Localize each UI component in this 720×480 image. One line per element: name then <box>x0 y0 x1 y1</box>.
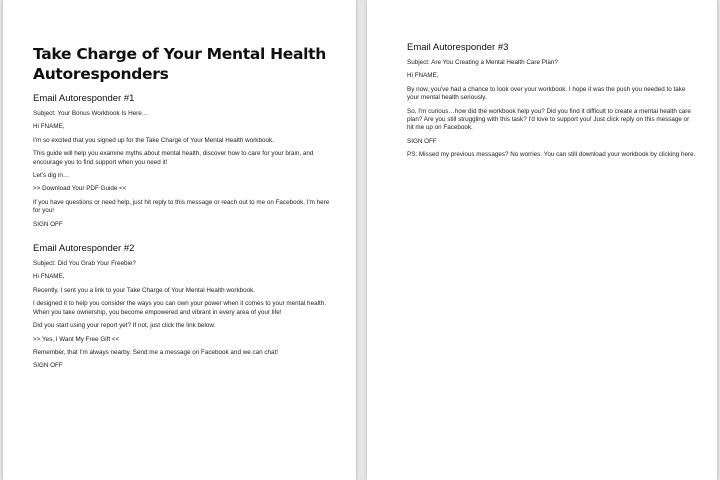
email-paragraph: So, I'm curious…how did the workbook help you? Did you find it difficult to create a mental health care plan? Are you still struggling with this task? I'd love to support you! Just click reply on this message or hit me up on Facebook. <box>407 107 691 132</box>
email-paragraph: Remember, that I'm always nearby. Send me a message on Facebook and we can chat! <box>33 348 279 356</box>
email-section-3 <box>407 42 697 160</box>
email-paragraph: I designed it to help you consider the ways you can own your power when it comes to your mental health. When you take ownership, you become empowered and vibrant in every area of your life! <box>33 300 326 316</box>
document-page-1 <box>3 0 356 480</box>
email-greeting: Hi FNAME, <box>33 273 65 281</box>
email-heading: Email Autoresponder #3 <box>407 42 509 53</box>
email-greeting: Hi FNAME, <box>407 72 439 80</box>
email-postscript: PS: Missed my previous messages? No worries. You can still download your workbook by clicking here. <box>407 151 696 159</box>
email-paragraph: Let's dig in… <box>33 172 70 180</box>
email-subject: Subject: Your Bonus Workbook Is Here… <box>33 110 149 117</box>
email-paragraph: Did you start using your report yet? If not, just click the link below: <box>33 322 216 330</box>
email-sign-off: SIGN OFF <box>407 137 437 145</box>
document-page-2 <box>367 0 717 480</box>
email-section-1 <box>33 93 336 229</box>
email-paragraph: This guide will help you examine myths about mental health, discover how to care for your brain, and encourage you to find support when you need it! <box>33 150 314 166</box>
email-greeting: Hi FNAME, <box>33 123 65 131</box>
email-sign-off: SIGN OFF <box>33 362 63 370</box>
email-heading: Email Autoresponder #2 <box>33 243 135 255</box>
document-title: Take Charge of Your Mental Health Autoresponders <box>33 45 327 83</box>
email-cta-link: >> Yes, I Want My Free Gift << <box>33 335 120 343</box>
email-paragraph: By now, you've had a chance to look over your workbook. I hope it was the push you needed to take your mental health seriously. <box>407 85 686 102</box>
email-section-2 <box>33 243 336 371</box>
email-paragraph: Recently, I sent you a link to your Take Charge of Your Mental Health workbook. <box>33 286 256 294</box>
email-cta-link: >> Download Your PDF Guide << <box>33 185 127 193</box>
email-subject: Subject: Did You Grab Your Freebie? <box>33 260 136 268</box>
email-heading: Email Autoresponder #1 <box>33 93 135 104</box>
email-subject: Subject: Are You Creating a Mental Health Care Plan? <box>407 59 558 66</box>
email-paragraph: I'm so excited that you signed up for the Take Charge of Your Mental Health workbook. <box>33 136 274 144</box>
email-paragraph: If you have questions or need help, just hit reply to this message or reach out to me on Facebook. I'm here for you! <box>33 198 330 215</box>
email-sign-off: SIGN OFF <box>33 220 63 228</box>
